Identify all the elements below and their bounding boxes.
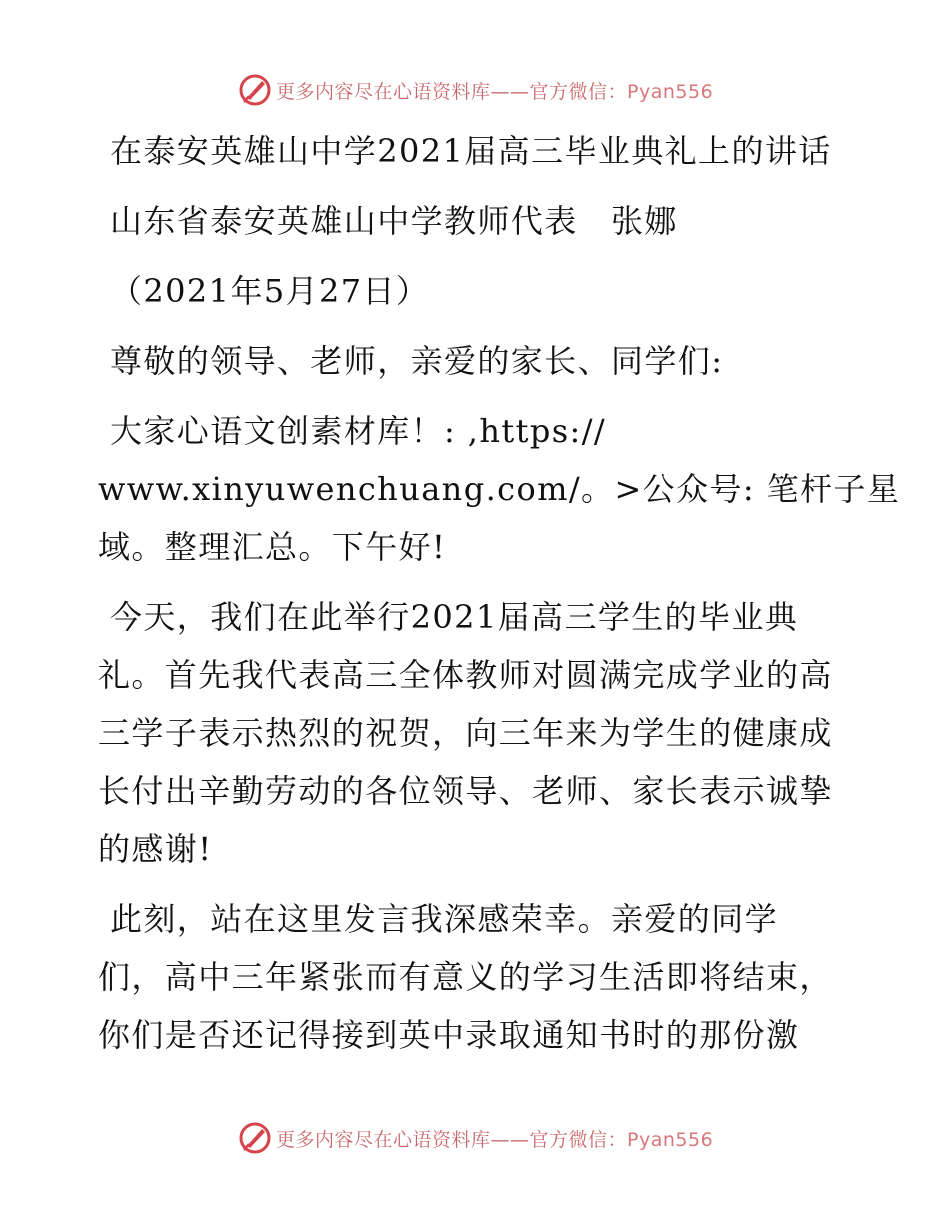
paragraph-line: 的感谢! [98, 830, 213, 868]
document-body [98, 122, 901, 1064]
paragraph-line: 今天，我们在此举行2021届高三学生的毕业典 [110, 598, 799, 636]
speaker-line: 山东省泰安英雄山中学教师代表 张娜 [110, 202, 678, 240]
header-watermark [238, 72, 713, 108]
paragraph-1 [98, 588, 858, 878]
quill-logo-icon [238, 73, 272, 107]
paragraph-line: 长付出辛勤劳动的各位领导、老师、家长表示诚挚 [98, 772, 833, 810]
salutation: 尊敬的领导、老师，亲爱的家长、同学们: [110, 342, 724, 380]
document-title: 在泰安英雄山中学2021届高三毕业典礼上的讲话 [110, 132, 832, 170]
paragraph-ad [98, 402, 901, 576]
footer-watermark [238, 1120, 713, 1156]
date-line: （2021年5月27日） [110, 272, 430, 310]
paragraph-line: 三学子表示热烈的祝贺，向三年来为学生的健康成 [98, 714, 833, 752]
paragraph-line: 们，高中三年紧张而有意义的学习生活即将结束， [98, 958, 833, 996]
watermark-text: 更多内容尽在心语资料库——官方微信：Pyan556 [276, 80, 714, 103]
paragraph-line: 你们是否还记得接到英中录取通知书时的那份激 [98, 1016, 800, 1054]
paragraph-line: 大家心语文创素材库！: ,https:// [110, 412, 607, 450]
paragraph-line: 此刻，站在这里发言我深感荣幸。亲爱的同学 [110, 900, 779, 938]
watermark-text: 更多内容尽在心语资料库——官方微信：Pyan556 [276, 1128, 714, 1151]
quill-logo-icon [238, 1121, 272, 1155]
paragraph-2 [98, 890, 858, 1064]
paragraph-line: 域。整理汇总。下午好! [98, 528, 447, 566]
paragraph-line: 礼。首先我代表高三全体教师对圆满完成学业的高 [98, 656, 833, 694]
paragraph-line: www.xinyuwenchuang.com/。>公众号: 笔杆子星 [98, 470, 901, 508]
